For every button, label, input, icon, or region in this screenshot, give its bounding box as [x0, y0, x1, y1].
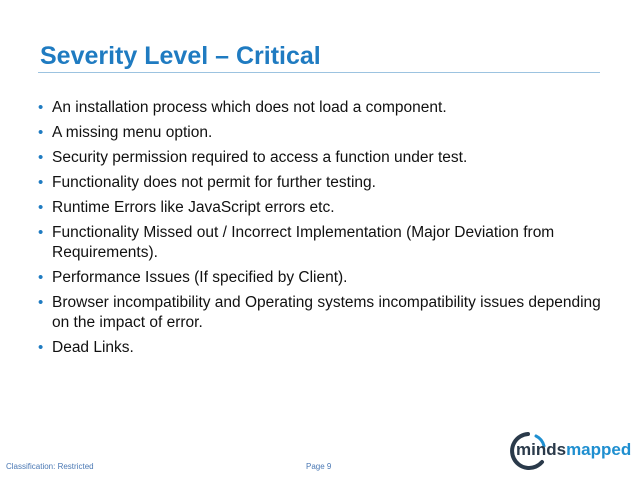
bullet-text: Browser incompatibility and Operating systems incompatibility issues depending on the impact of error.: [52, 294, 601, 331]
bullet-marker: •: [38, 269, 44, 286]
bullet-marker: •: [38, 124, 44, 141]
title-underline: [38, 72, 600, 73]
bullet-marker: •: [38, 99, 44, 116]
bullet-marker: •: [38, 174, 44, 191]
bullet-item: [38, 173, 608, 193]
bullet-text: An installation process which does not load a component.: [52, 99, 447, 116]
bullet-item: [38, 338, 608, 358]
bullet-marker: •: [38, 199, 44, 216]
bullet-item: [38, 123, 608, 143]
bullet-text: Functionality does not permit for further testing.: [52, 174, 376, 191]
bullet-item: [38, 98, 608, 118]
bullet-text: A missing menu option.: [52, 124, 213, 141]
bullet-text: Performance Issues (If specified by Client).: [52, 269, 348, 286]
logo-text-accent: mapped: [566, 440, 632, 459]
bullet-text: Security permission required to access a function under test.: [52, 149, 468, 166]
bullet-item: [38, 268, 608, 288]
bullet-marker: •: [38, 149, 44, 166]
slide-title: Severity Level – Critical: [40, 42, 321, 70]
bullet-marker: •: [38, 224, 44, 241]
bullet-text: Functionality Missed out / Incorrect Implementation (Major Deviation from Requirements).: [52, 224, 555, 261]
bullet-item: [38, 198, 608, 218]
bullet-marker: •: [38, 339, 44, 356]
bullet-item: [38, 148, 608, 168]
logo-text: [516, 440, 631, 459]
page-number: Page 9: [306, 462, 332, 471]
classification-label: Classification: Restricted: [6, 462, 94, 471]
bullet-text: Runtime Errors like JavaScript errors etc.: [52, 199, 335, 216]
bullet-item: [38, 293, 608, 333]
logo-text-dark: minds: [516, 440, 567, 459]
bullet-text: Dead Links.: [52, 339, 134, 356]
bullet-marker: •: [38, 294, 44, 311]
bullet-list: [38, 98, 608, 363]
bullet-item: [38, 223, 608, 263]
mindsmapped-logo: [506, 428, 632, 474]
